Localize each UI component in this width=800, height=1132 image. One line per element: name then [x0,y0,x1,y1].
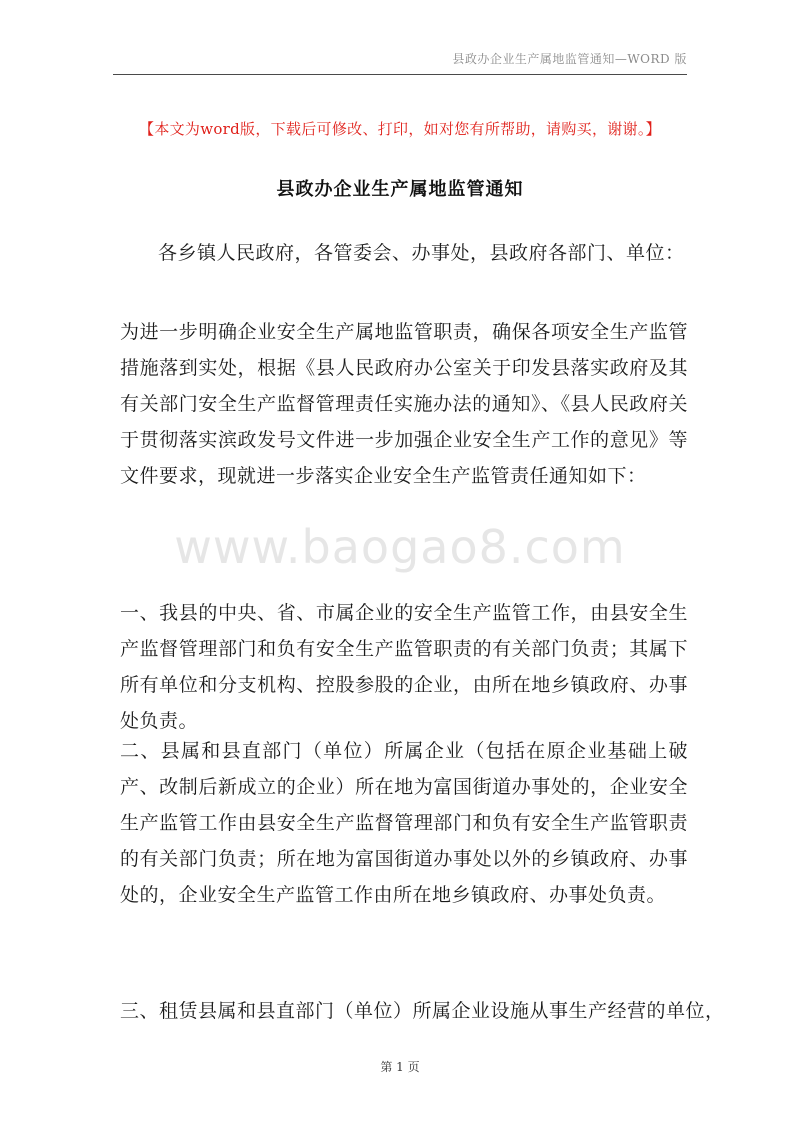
watermark: www.baogao8.com [174,520,626,574]
purchase-notice: 【本文为word版，下载后可修改、打印，如对您有所帮助，请购买，谢谢。】 [139,120,661,138]
salutation: 各乡镇人民政府，各管委会、办事处，县政府各部门、单位： [158,242,685,264]
running-header: 县政办企业生产属地监管通知—WORD 版 [452,52,687,66]
document-title: 县政办企业生产属地监管通知 [276,179,524,200]
paragraph-item-1: 一、我县的中央、省、市属企业的安全生产监管工作，由县安全生产监督管理部门和负有安全生产监管职责的有关部门负责；其属下所有单位和分支机构、控股参股的企业，由所在地乡镇政府、办事处负责。 [120,602,688,732]
page-number: 第 1 页 [380,1060,420,1074]
paragraph-item-3: 三、租赁县属和县直部门（单位）所属企业设施从事生产经营的单位， [120,1000,725,1022]
header-divider [113,74,687,75]
paragraph-intro: 为进一步明确企业安全生产属地监管职责，确保各项安全生产监管措施落到实处，根据《县人民政府办公室关于印发县落实政府及其有关部门安全生产监督管理责任实施办法的通知》、《县人民政府关于贯彻落实滨政发号文件进一步加强企业安全生产工作的意见》等文件要求，现就进一步落实企业安全生产监管责任通知如下： [120,321,688,487]
paragraph-item-2: 二、县属和县直部门（单位）所属企业（包括在原企业基础上破产、改制后新成立的企业）所在地为富国街道办事处的，企业安全生产监管工作由县安全生产监督管理部门和负有安全生产监管职责的有关部门负责；所在地为富国街道办事处以外的乡镇政府、办事处的，企业安全生产监管工作由所在地乡镇政府、办事处负责。 [120,740,688,906]
